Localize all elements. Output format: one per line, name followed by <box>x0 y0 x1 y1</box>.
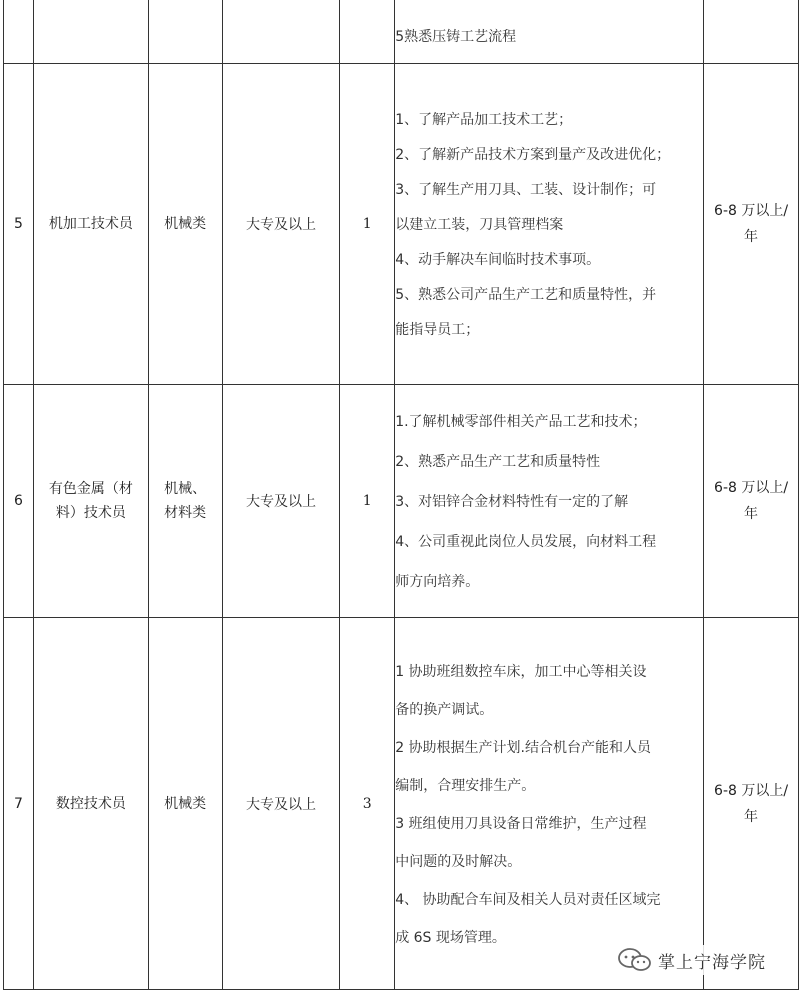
cell-salary <box>704 0 799 64</box>
requirement-line: 编制，合理安排生产。 <box>395 777 536 794</box>
salary-line: 年 <box>744 506 759 522</box>
requirement-line: 3、了解生产用刀具、工装、设计制作；可 <box>395 182 657 198</box>
cell-major: 机械类 <box>148 64 222 385</box>
cell-requirements <box>395 64 704 385</box>
requirement-line: 5、熟悉公司产品生产工艺和质量特性，并 <box>395 287 657 303</box>
table-row <box>4 618 799 990</box>
table-row <box>4 385 799 618</box>
requirement-line: 备的换产调试。 <box>395 701 494 718</box>
cell-requirements <box>395 618 704 990</box>
cell-title: 机加工技术员 <box>33 64 148 385</box>
cell-no <box>4 0 34 64</box>
cell-requirements <box>395 0 704 64</box>
title-line: 料）技术员 <box>55 505 126 521</box>
cell-count: 1 <box>340 64 395 385</box>
cell-education: 大专及以上 <box>222 618 340 990</box>
cell-major: 机械类 <box>148 618 222 990</box>
cell-major <box>148 385 222 618</box>
cell-education <box>222 0 340 64</box>
requirement-line: 4、动手解决车间临时技术事项。 <box>395 252 601 268</box>
requirement-line: 成 6S 现场管理。 <box>395 929 506 946</box>
requirement-line: 3 班组使用刀具设备日常维护，生产过程 <box>395 815 647 832</box>
requirement-line: 1、了解产品加工技术工艺； <box>395 112 573 128</box>
major-line: 机械、 <box>164 481 207 497</box>
cell-salary <box>704 385 799 618</box>
salary-line: 6-8 万以上/ <box>714 203 789 219</box>
cell-title: 数控技术员 <box>33 618 148 990</box>
salary-line: 年 <box>744 808 759 825</box>
title-line: 有色金属（材 <box>48 481 133 497</box>
cell-major <box>148 0 222 64</box>
requirement-line: 2 协助根据生产计划.结合机台产能和人员 <box>395 739 652 756</box>
wechat-icon <box>616 947 654 973</box>
requirement-line: 能指导员工； <box>395 322 480 338</box>
cell-title <box>33 0 148 64</box>
table-row <box>4 0 799 64</box>
cell-count: 1 <box>340 385 395 618</box>
cell-count <box>340 0 395 64</box>
requirement-line: 以建立工装，刀具管理档案 <box>395 217 564 233</box>
cell-requirements <box>395 385 704 618</box>
requirement-line: 1 协助班组数控车床，加工中心等相关设 <box>395 663 647 680</box>
cell-salary <box>704 64 799 385</box>
requirement-line: 师方向培养。 <box>395 574 480 590</box>
cell-education: 大专及以上 <box>222 64 340 385</box>
requirement-line: 5熟悉压铸工艺流程 <box>395 29 517 45</box>
major-line: 材料类 <box>164 505 207 521</box>
cell-no: 6 <box>4 385 34 618</box>
cell-count: 3 <box>340 618 395 990</box>
requirement-line: 2、熟悉产品生产工艺和质量特性 <box>395 454 601 470</box>
cell-title <box>33 385 148 618</box>
salary-line: 年 <box>744 229 759 245</box>
watermark-text: 掌上宁海学院 <box>658 952 766 973</box>
requirement-line: 1.了解机械零部件相关产品工艺和技术； <box>395 414 647 430</box>
table-row <box>4 64 799 385</box>
requirement-line: 4、公司重视此岗位人员发展，向材料工程 <box>395 534 657 550</box>
requirement-line: 2、了解新产品技术方案到量产及改进优化； <box>395 147 671 163</box>
watermark <box>610 945 772 975</box>
cell-salary <box>704 618 799 990</box>
requirement-line: 3、对铝锌合金材料特性有一定的了解 <box>395 494 629 510</box>
cell-no: 5 <box>4 64 34 385</box>
cell-no: 7 <box>4 618 34 990</box>
requirement-line: 4、 协助配合车间及相关人员对责任区域完 <box>395 891 661 908</box>
requirement-line: 中问题的及时解决。 <box>395 853 522 870</box>
cell-education: 大专及以上 <box>222 385 340 618</box>
job-table <box>3 0 799 990</box>
salary-line: 6-8 万以上/ <box>714 480 789 496</box>
salary-line: 6-8 万以上/ <box>714 782 789 799</box>
